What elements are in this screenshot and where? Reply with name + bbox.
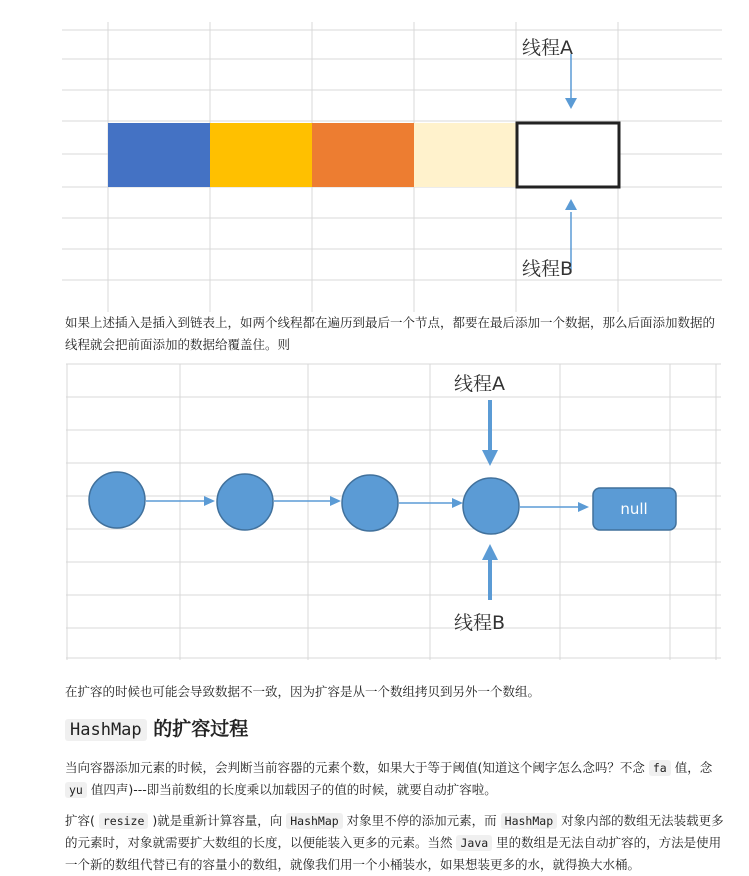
arrow-b-head — [482, 544, 498, 560]
paragraph-resize-explanation — [65, 810, 725, 872]
inline-code: resize — [99, 813, 149, 829]
paragraph-threshold — [65, 757, 725, 801]
inline-code: HashMap — [501, 813, 557, 829]
text-span: 对象内部的数组无法装载更多的元素时，对象就需要扩大数组的长度，以便能装入更多的元素。当然 — [65, 813, 724, 850]
list-node-3 — [342, 475, 398, 531]
inline-code: HashMap — [286, 813, 342, 829]
paragraph-resize-inconsistency: 在扩容的时候也可能会导致数据不一致，因为扩容是从一个数组拷贝到另外一个数组。 — [65, 684, 541, 699]
linked-list-thread-diagram — [66, 364, 721, 660]
array-cell-empty — [517, 123, 619, 187]
text-span: 值，念 — [670, 760, 713, 775]
array-cell-1 — [108, 123, 210, 187]
link-arrow-1-head — [204, 496, 215, 506]
list-node-tail — [463, 478, 519, 534]
thread-a-label: 线程A — [522, 37, 573, 59]
text-span: 对象里不停的添加元素，而 — [342, 813, 501, 828]
array-cell-4 — [414, 123, 516, 187]
heading-text: 的扩容过程 — [146, 718, 249, 740]
text-span: )就是重新计算容量，向 — [148, 813, 287, 828]
link-arrow-3-head — [452, 498, 463, 508]
text-span: 当向容器添加元素的时候，会判断当前容器的元素个数，如果大于等于阈值(知道这个阈字怎么念吗？不念 — [65, 760, 649, 775]
thread-a-label: 线程A — [454, 373, 505, 395]
heading-code: HashMap — [65, 719, 147, 741]
paragraph-linked-list-overwrite: 如果上述插入是插入到链表上，如两个线程都在遍历到最后一个节点，都要在最后添加一个数据，那么后面添加数据的线程就会把前面添加的数据给覆盖住。则 — [65, 315, 716, 352]
arrow-a-head — [482, 450, 498, 466]
inline-code: Java — [456, 835, 492, 851]
section-heading — [65, 714, 248, 745]
array-cell-3 — [312, 123, 414, 187]
arrow-a-head — [565, 98, 577, 109]
text-span: 扩容( — [65, 813, 99, 828]
array-cell-2 — [210, 123, 312, 187]
list-node-1 — [89, 472, 145, 528]
list-node-2 — [217, 474, 273, 530]
inline-code: fa — [649, 760, 671, 776]
thread-b-label: 线程B — [454, 612, 506, 634]
link-arrow-4-head — [578, 502, 589, 512]
arrow-b-head — [565, 199, 577, 210]
inline-code: yu — [65, 782, 87, 798]
thread-b-label: 线程B — [522, 258, 574, 280]
null-label: null — [620, 500, 648, 518]
text-span: 值四声)---即当前数组的长度乘以加载因子的值的时候，就要自动扩容啦。 — [86, 782, 497, 797]
text-span: 里的数组是无法自动扩容的，方法是使用一个新的数组代替已有的容量小的数组，就像我们用一个小桶装水，如果想装更多的水，就得换大水桶。 — [65, 835, 722, 872]
link-arrow-2-head — [330, 496, 341, 506]
array-thread-diagram — [62, 22, 722, 312]
